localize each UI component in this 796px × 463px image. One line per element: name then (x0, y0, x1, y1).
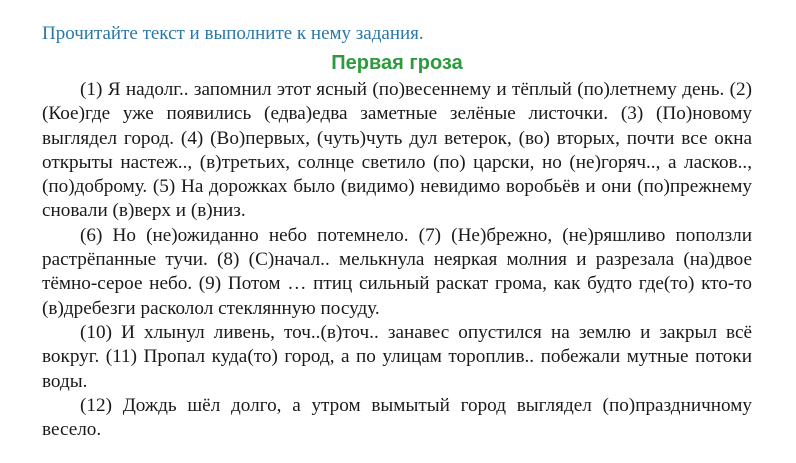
paragraph-1: (1) Я надолг.. запомнил этот ясный (по)весеннему и тёплый (по)летнему день. (2) (Кое)где уже появились (едва)едва заметные зелёные листочки. (3) (По)новому выглядел город. (4) (Во)первых, (чуть)чуть дул ветерок, (во) вторых, почти все окна открыты настеж.., (в)третьих, солнце светило (по) царски, но (не)горяч.., а ласков.., (по)доброму. (5) На дорожках было (видимо) невидимо воробьёв и они (по)прежнему сновали (в)верх и (в)низ. (42, 79, 752, 222)
paragraph-2: (6) Но (не)ожиданно небо потемнело. (7) (Не)брежно, (не)ряшливо поползли растрёпанные тучи. (8) (С)начал.. мелькнула неяркая молния и разрезала (на)двое тёмно-серое небо. (9) Потом … птиц сильный раскат грома, как будто где(то) кто-то (в)дребезги расколол стеклянную посуду. (42, 224, 752, 319)
task-instruction: Прочитайте текст и выполните к нему задания. (42, 23, 424, 44)
text-title: Первая гроза (331, 52, 463, 74)
paragraph-3: (10) И хлынул ливень, точ..(в)точ.. занавес опустился на землю и закрыл всё вокруг. (11) Пропал куда(то) город, а по улицам тороплив.. побежали мутные потоки воды. (42, 321, 752, 392)
paragraph-4: (12) Дождь шёл долго, а утром вымытый город выглядел (по)праздничному весело. (42, 394, 752, 441)
text-body (42, 78, 752, 442)
